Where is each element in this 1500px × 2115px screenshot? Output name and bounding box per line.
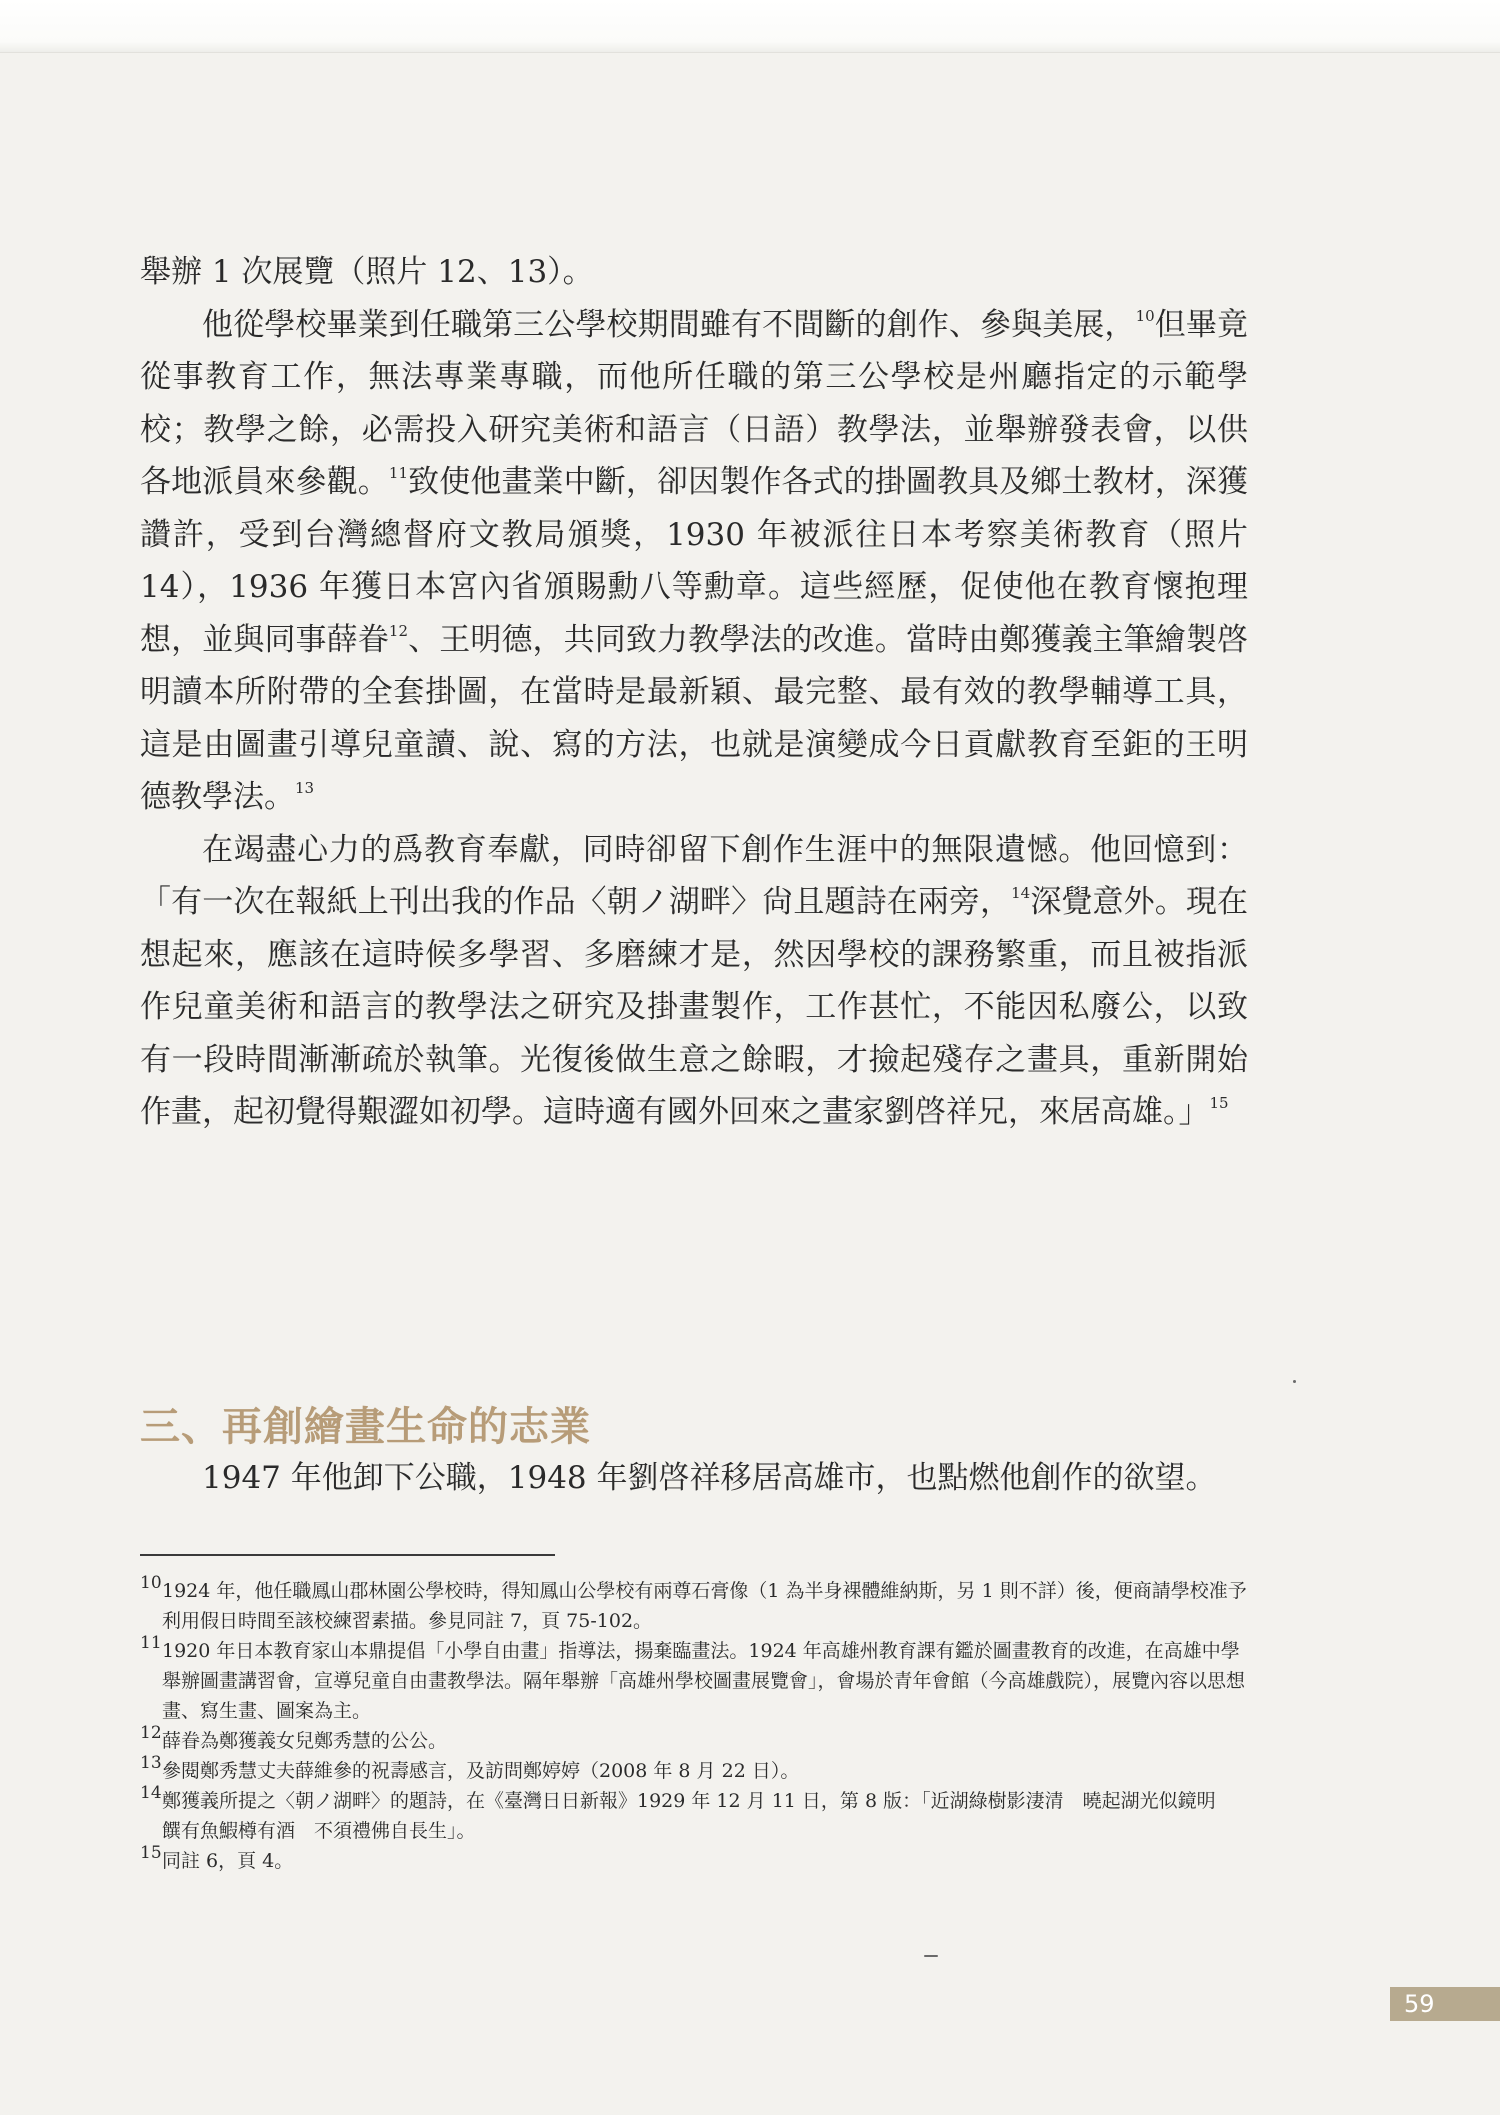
footnote-ref-10[interactable]: 10 — [1135, 306, 1155, 325]
footnote-item — [140, 1783, 1250, 1846]
footnote-ref-11[interactable]: 11 — [388, 464, 408, 482]
footnote-number: 11 — [140, 1633, 162, 1653]
footnote-ref-13[interactable]: 13 — [295, 779, 315, 797]
footnote-ref-12[interactable]: 12 — [388, 621, 408, 640]
footnote-ref-14[interactable]: 14 — [1011, 884, 1031, 902]
page-number: 59 — [1390, 1987, 1500, 2021]
paragraph-text: 、王明德，共同致力教學法的改進。當時由鄭獲義主筆繪製啓明讀本所附帶的全套掛圖，在當時是最新穎、最完整、最有效的教學輔導工具，這是由圖畫引導兒童讀、說、寫的方法，也就是演變成今日貢獻教育至鉅的王明德教學法。 — [140, 621, 1249, 815]
footnote-item — [140, 1633, 1250, 1726]
footnote-item — [140, 1723, 1250, 1756]
footnote-number: 12 — [140, 1723, 162, 1743]
paragraph-text: 但畢竟從事教育工作，無法專業專職，而他所任職的第三公學校是州廳指定的示範學校；教學之餘，必需投入研究美術和語言（日語）教學法，並舉辦發表會，以供各地派員來參觀。 — [140, 306, 1249, 500]
footnote-number: 14 — [140, 1783, 162, 1803]
scan-speck — [924, 1955, 938, 1957]
footnote-text: 1920 年日本教育家山本鼎提倡「小學自由畫」指導法，揚棄臨畫法。1924 年高雄州教育課有鑑於圖畫教育的改進，在高雄中學舉辦圖畫講習會，宣導兒童自由畫教學法。隔年舉辦「高雄州學校圖畫展覽會」，會場於青年會館（今高雄戲院），展覽內容以思想畫、寫生畫、圖案為主。 — [162, 1640, 1246, 1722]
footnote-number: 13 — [140, 1753, 162, 1773]
footnote-text: 薛眷為鄭獲義女兒鄭秀慧的公公。 — [162, 1730, 448, 1752]
paragraph-regret — [140, 824, 1248, 1139]
footnote-number: 10 — [140, 1573, 162, 1593]
paragraph-text: 舉辦 1 次展覽（照片 12、13）。 — [140, 254, 594, 290]
footnotes-list — [140, 1573, 1250, 1876]
footnote-text: 同註 6，頁 4。 — [162, 1850, 294, 1872]
footnote-item — [140, 1753, 1250, 1786]
footnote-item — [140, 1573, 1250, 1636]
top-margin-band — [0, 0, 1500, 53]
footnote-text: 1924 年，他任職鳳山郡林園公學校時，得知鳳山公學校有兩尊石膏像（1 為半身裸體維納斯，另 1 則不詳）後，便商請學校准予利用假日時間至該校練習素描。參見同註 7，頁 75-102。 — [162, 1580, 1247, 1632]
footnote-text: 參閱鄭秀慧丈夫薛維參的祝壽感言，及訪問鄭婷婷（2008 年 8 月 22 日）。 — [162, 1760, 800, 1782]
scan-speck — [1293, 1380, 1296, 1383]
footnote-number: 15 — [140, 1843, 162, 1863]
footnote-ref-15[interactable]: 15 — [1209, 1094, 1229, 1112]
paragraph-text: 深覺意外。現在想起來，應該在這時候多學習、多磨練才是，然因學校的課務繁重，而且被指派作兒童美術和語言的教學法之研究及掛畫製作，工作甚忙，不能因私廢公，以致有一段時間漸漸疏於執筆。光復後做生意之餘暇，才撿起殘存之畫具，重新開始作畫，起初覺得艱澀如初學。這時適有國外回來之畫家劉啓祥兄，來居高雄。」 — [140, 884, 1248, 1130]
paragraph-continuation — [140, 246, 1248, 299]
paragraph-career — [140, 299, 1248, 824]
paragraph-text: 在竭盡心力的爲教育奉獻，同時卻留下創作生涯中的無限遺憾。他回憶到：「有一次在報紙上刊出我的作品〈朝ノ湖畔〉尙且題詩在兩旁， — [140, 831, 1248, 920]
footnote-divider — [140, 1554, 555, 1556]
footnote-text: 鄭獲義所提之〈朝ノ湖畔〉的題詩，在《臺灣日日新報》1929 年 12 月 11 日，第 8 版：「近湖綠樹影淒清 曉起湖光似鏡明 饌有魚鰕樽有酒 不須禮佛自長生」。 — [162, 1790, 1235, 1842]
body-text — [140, 246, 1248, 1139]
paragraph-text: 致使他畫業中斷，卻因製作各式的掛圖教具及鄉土教材，深獲讚許，受到台灣總督府文教局頒獎，1930 年被派往日本考察美術教育（照片 14），1936 年獲日本宮內省頒賜勳八等勳章。這些經歷，促使他在教育懷抱理想，並與同事薛眷 — [140, 464, 1249, 658]
footnote-item — [140, 1843, 1250, 1876]
section-heading: 三、再創繪畫生命的志業 — [140, 1404, 591, 1450]
paragraph-text: 他從學校畢業到任職第三公學校期間雖有不間斷的創作、參與美展， — [202, 306, 1136, 343]
section-paragraph: 1947 年他卸下公職，1948 年劉啓祥移居高雄市，也點燃他創作的欲望。 — [202, 1460, 1217, 1496]
